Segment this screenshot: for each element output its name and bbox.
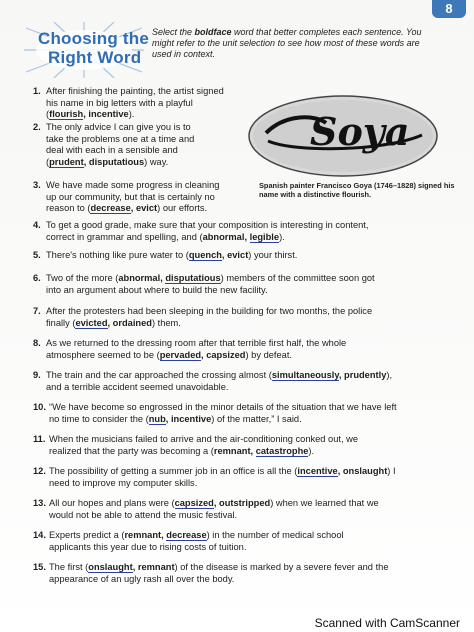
question-text: [46, 338, 346, 361]
instructions-pre: Select the: [152, 27, 195, 37]
choice-line: [46, 273, 375, 285]
answer-choice-2[interactable]: prudently: [344, 370, 387, 380]
question-text: [49, 402, 397, 425]
choice-trail-text: ) I: [387, 466, 396, 476]
choice-separator: ,: [83, 156, 89, 167]
choice-separator: ,: [244, 231, 250, 242]
question-line: After the protesters had been sleeping in the building for two months, the police: [46, 306, 373, 316]
choice-separator: ,: [338, 370, 345, 380]
choice-separator: ,: [165, 413, 171, 424]
choice-line: [46, 203, 219, 215]
answer-choice-2[interactable]: incentive: [88, 109, 129, 120]
choice-lead-text: Two of the more (: [46, 273, 119, 283]
signature-text: Soya: [310, 109, 410, 154]
question-number: 14.: [33, 530, 46, 540]
question-line: would not be able to attend the music festival.: [49, 509, 238, 520]
choice-separator: ,: [250, 445, 256, 456]
answer-choice-1[interactable]: nub: [148, 413, 166, 424]
answer-choice-2[interactable]: incentive: [170, 413, 212, 424]
answer-choice-2[interactable]: catastrophe: [255, 445, 309, 456]
question-line: We have made some progress in cleaning: [46, 180, 220, 190]
question-number: 7.: [33, 306, 41, 316]
answer-choice-1[interactable]: capsized: [174, 498, 214, 508]
question-line: After finishing the painting, the artist signed: [46, 86, 224, 96]
question-number: 9.: [33, 370, 41, 380]
question-line: and a terrible accident seemed unavoidable.: [46, 381, 229, 392]
question-line: As we returned to the dressing room after that terrible first half, the whole: [46, 338, 347, 348]
choice-trail-text: ) your thirst.: [248, 250, 298, 260]
choice-trail-text: ).: [279, 231, 285, 242]
question-line: need to improve my computer skills.: [49, 477, 198, 488]
question-number: 12.: [33, 466, 46, 476]
choice-trail-text: ).: [128, 109, 135, 120]
answer-choice-2[interactable]: decrease: [166, 530, 207, 540]
choice-trail-text: ),: [386, 370, 393, 380]
question-text: [46, 306, 372, 329]
choice-line: [49, 446, 358, 458]
choice-lead-text: finally (: [46, 317, 76, 328]
choice-separator: ,: [160, 273, 166, 283]
choice-trail-text: ) way.: [144, 156, 169, 167]
answer-choice-1[interactable]: flourish: [49, 109, 84, 120]
choice-separator: ,: [221, 250, 228, 260]
answer-choice-1[interactable]: decrease: [90, 203, 131, 214]
question-text: [46, 250, 297, 262]
question-number: 1.: [33, 86, 41, 96]
question-text: [49, 466, 396, 489]
answer-choice-1[interactable]: onslaught: [88, 562, 133, 572]
answer-choice-2[interactable]: legible: [249, 231, 280, 242]
question-line: his name in big letters with a playful: [46, 97, 193, 108]
choice-separator: ,: [213, 498, 220, 508]
choice-separator: ,: [337, 466, 343, 476]
choice-line: [49, 466, 396, 478]
section-title-line2: Right Word: [48, 48, 142, 67]
answer-choice-1[interactable]: remnant: [124, 530, 162, 540]
choice-separator: ,: [201, 349, 207, 360]
choice-line: [46, 350, 346, 362]
answer-choice-1[interactable]: abnormal: [202, 231, 245, 242]
answer-choice-1[interactable]: simultaneously: [271, 370, 339, 380]
choice-trail-text: ) of the disease is marked by a severe fever and the: [174, 562, 389, 572]
choice-separator: ,: [107, 317, 113, 328]
choice-line: [46, 109, 224, 121]
choice-separator: ,: [83, 109, 89, 120]
choice-trail-text: ) in the number of medical school: [206, 530, 344, 540]
question-number: 6.: [33, 273, 41, 283]
answer-choice-2[interactable]: disputatious: [165, 273, 221, 283]
question-text: [49, 530, 344, 553]
question-text: [46, 370, 392, 393]
choice-lead-text: (: [46, 109, 50, 120]
scanner-watermark: Scanned with CamScanner: [314, 616, 460, 630]
instructions: [152, 27, 432, 60]
choice-line: [46, 232, 368, 244]
question-number: 10.: [33, 402, 46, 412]
answer-choice-1[interactable]: abnormal: [118, 273, 161, 283]
section-title-line1: Choosing the: [38, 29, 149, 48]
answer-choice-1[interactable]: prudent: [49, 156, 84, 167]
choice-lead-text: atmosphere seemed to be (: [46, 349, 160, 360]
answer-choice-2[interactable]: remnant: [137, 562, 175, 572]
choice-lead-text: Experts predict a (: [49, 530, 125, 540]
question-line: deal with each in a sensible and: [46, 145, 178, 156]
choice-trail-text: ) members of the committee soon got: [220, 273, 375, 283]
choice-lead-text: correct in grammar and spelling, and (: [46, 231, 203, 242]
answer-choice-1[interactable]: pervaded: [159, 349, 202, 360]
instructions-post: word that better completes each sentence. You might refer to the unit selection to see how most of these words are used in context.: [152, 27, 422, 59]
choice-line: [46, 370, 392, 382]
question-number: 4.: [33, 220, 41, 230]
question-number: 8.: [33, 338, 41, 348]
question-text: [46, 122, 194, 168]
choice-separator: ,: [132, 562, 138, 572]
answer-choice-2[interactable]: capsized: [206, 349, 246, 360]
question-text: [49, 498, 379, 521]
choice-separator: ,: [130, 203, 136, 214]
question-line: To get a good grade, make sure that your composition is interesting in content,: [46, 220, 369, 230]
answer-choice-1[interactable]: evicted: [75, 317, 108, 328]
choice-lead-text: realized that the party was becoming a (: [49, 445, 214, 456]
question-number: 5.: [33, 250, 41, 260]
question-line: applicants this year due to rising costs of tuition.: [49, 541, 247, 552]
question-number: 11.: [33, 434, 46, 444]
choice-trail-text: ) them.: [151, 317, 181, 328]
answer-choice-2[interactable]: evict: [227, 250, 249, 260]
question-number: 2.: [33, 122, 41, 132]
choice-trail-text: ) our efforts.: [157, 203, 208, 214]
question-text: [46, 180, 219, 215]
choice-line: [49, 414, 397, 426]
question-number: 3.: [33, 180, 41, 190]
question-number: 13.: [33, 498, 46, 508]
choice-line: [49, 498, 379, 510]
choice-lead-text: reason to (: [46, 203, 91, 214]
answer-choice-2[interactable]: outstripped: [219, 498, 271, 508]
choice-line: [49, 562, 389, 574]
question-line: The only advice I can give you is to: [46, 122, 191, 132]
question-text: [46, 220, 368, 243]
choice-trail-text: ) when we learned that we: [270, 498, 379, 508]
answer-choice-1[interactable]: incentive: [297, 466, 338, 476]
choice-trail-text: ) of the matter,” I said.: [211, 413, 302, 424]
choice-lead-text: The train and the car approached the crossing almost (: [46, 370, 272, 380]
choice-line: [46, 318, 372, 330]
choice-lead-text: The first (: [49, 562, 89, 572]
choice-trail-text: ).: [308, 445, 315, 456]
question-line: When the musicians failed to arrive and the air-conditioning conked out, we: [49, 434, 359, 444]
choice-lead-text: The possibility of getting a summer job in an office is all the (: [49, 466, 298, 476]
answer-choice-2[interactable]: evict: [135, 203, 158, 214]
image-caption: Spanish painter Francisco Goya (1746–1828) signed his name with a distinctive flourish.: [259, 181, 455, 199]
answer-choice-2[interactable]: onslaught: [342, 466, 388, 476]
choice-lead-text: All our hopes and plans were (: [49, 498, 175, 508]
choice-lead-text: (: [46, 156, 50, 167]
question-line: up our community, but that is certainly no: [46, 191, 215, 202]
question-line: into an argument about where to build the new facility.: [46, 284, 268, 295]
instructions-bold: boldface: [194, 27, 232, 37]
choice-lead-text: There's nothing like pure water to (: [46, 250, 189, 260]
choice-line: [46, 157, 194, 169]
question-number: 15.: [33, 562, 46, 572]
choice-lead-text: no time to consider the (: [49, 413, 149, 424]
page-number-badge: 8: [432, 0, 466, 18]
goya-signature-image: [246, 93, 440, 179]
answer-choice-1[interactable]: quench: [188, 250, 222, 260]
question-text: [49, 562, 389, 585]
question-line: “We have become so engrossed in the minor details of the situation that we have left: [49, 402, 397, 412]
question-text: [46, 86, 224, 121]
question-text: [49, 434, 358, 457]
question-line: take the problems one at a time and: [46, 133, 195, 144]
choice-trail-text: ) by defeat.: [245, 349, 293, 360]
choice-line: [49, 530, 344, 542]
answer-choice-1[interactable]: remnant: [213, 445, 251, 456]
question-text: [46, 273, 375, 296]
answer-choice-2[interactable]: ordained: [112, 317, 152, 328]
choice-line: [46, 250, 297, 262]
answer-choice-2[interactable]: disputatious: [88, 156, 145, 167]
question-line: appearance of an ugly rash all over the body.: [49, 573, 235, 584]
choice-separator: ,: [161, 530, 167, 540]
